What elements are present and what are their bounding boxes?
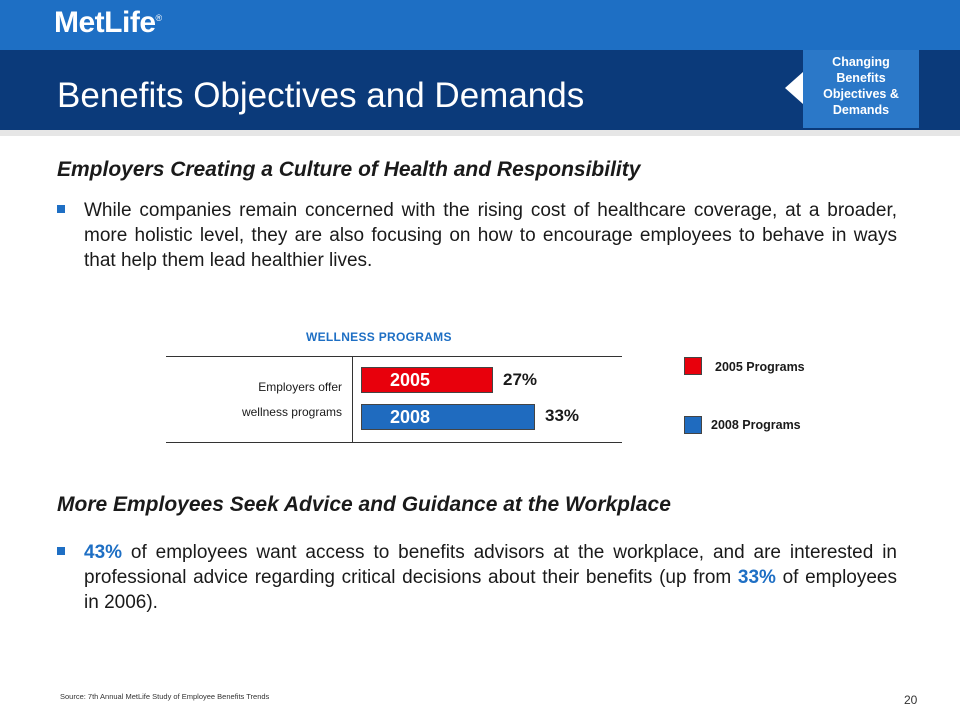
section-heading-health: Employers Creating a Culture of Health and Responsibility xyxy=(57,158,641,181)
section-tag xyxy=(803,50,919,128)
bullet-advice xyxy=(57,540,897,615)
chart-category-label xyxy=(180,375,342,425)
category-label-line: wellness programs xyxy=(241,405,342,419)
bullet-text: While companies remain concerned with the rising cost of healthcare coverage, at a broader, more holistic level, they are also focusing on how to encourage employees to behave in ways that help them lead healthier lives. xyxy=(84,200,897,271)
section-heading-advice: More Employees Seek Advice and Guidance at the Workplace xyxy=(57,493,671,516)
section-tag-line: Benefits xyxy=(836,71,886,85)
metlife-logo: MetLife® xyxy=(54,6,162,39)
bullet-text-part: of employees in 2006). xyxy=(84,567,898,613)
section-tag-pointer xyxy=(785,72,803,104)
highlight-percent: 43% xyxy=(84,542,123,563)
title-divider xyxy=(0,130,960,136)
chart-title: WELLNESS PROGRAMS xyxy=(306,330,452,344)
chart-axis xyxy=(352,356,353,442)
legend-swatch-2008 xyxy=(684,416,702,434)
section-tag-line: Demands xyxy=(832,103,890,117)
category-label-line: Employers offer xyxy=(258,380,342,394)
bar-value-2008: 33% xyxy=(545,406,580,425)
chart-bottom-rule xyxy=(166,442,622,443)
bullet-text xyxy=(57,540,897,615)
bullet-text-part: of employees want access to benefits advisors at the workplace, and are interested in professional advice regarding critical decisions about their benefits (up from xyxy=(84,542,897,588)
section-tag-line: Changing xyxy=(832,55,890,69)
bar-value-2005: 27% xyxy=(503,370,538,389)
source-note: Source: 7th Annual MetLife Study of Employee Benefits Trends xyxy=(60,692,270,701)
legend-label-2008: 2008 Programs xyxy=(711,418,801,432)
bullet-health xyxy=(57,198,897,273)
bullet-square-icon xyxy=(57,205,65,213)
highlight-percent: 33% xyxy=(737,567,776,588)
legend-swatch-2005 xyxy=(684,357,702,375)
chart-top-rule xyxy=(166,356,622,357)
legend-label-2005: 2005 Programs xyxy=(715,360,805,374)
bar-2005: 2005 xyxy=(361,367,493,393)
section-tag-line: Objectives & xyxy=(823,87,899,101)
page-number: 20 xyxy=(904,693,918,707)
bullet-square-icon xyxy=(57,547,65,555)
page-title: Benefits Objectives and Demands xyxy=(57,76,585,115)
bar-2008: 2008 xyxy=(361,404,535,430)
